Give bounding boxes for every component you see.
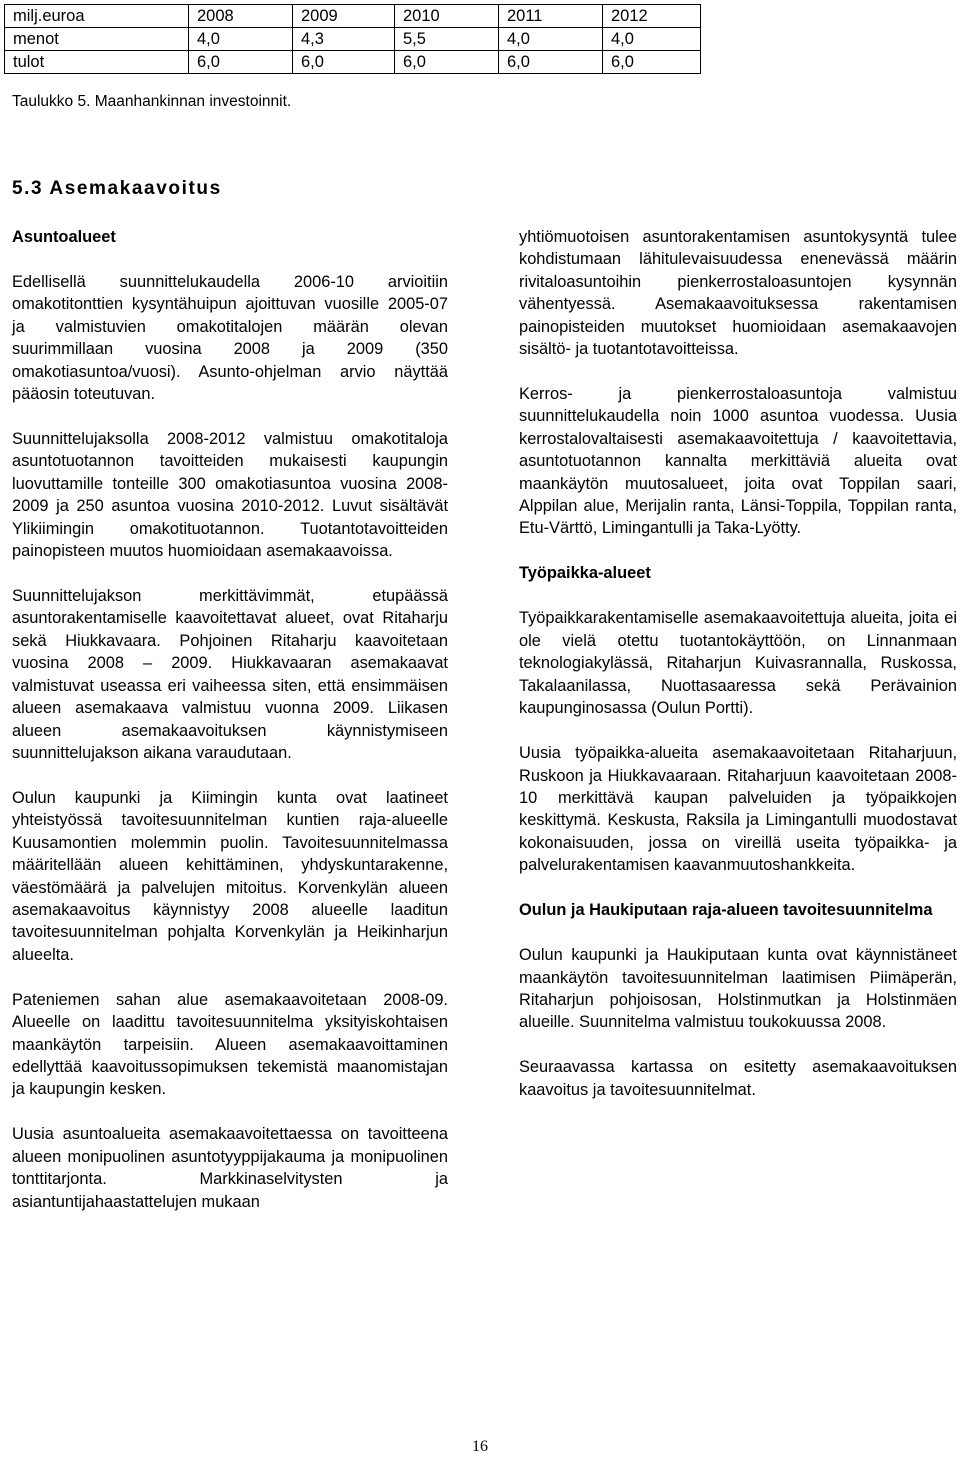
table-cell: 4,0 [499, 28, 603, 51]
table-cell: 4,0 [189, 28, 293, 51]
paragraph: Seuraavassa kartassa on esitetty asemakaavoituksen kaavoitus ja tavoitesuunnitelmat. [519, 1058, 957, 1099]
paragraph: Työpaikkarakentamiselle asemakaavoitettuja alueita, joita ei ole vielä otettu tuotantokäyttöön, on Linnanmaan teknologiakylässä, Ritaharjun Kuivasrannalla, Ruskossa, Takalaanilassa, Nuottasaaressa sekä Perävainion kaupunginosassa (Oulun Portti). [519, 609, 957, 718]
subheading-housing: Asuntoalueet [12, 228, 116, 246]
table-header-cell: 2012 [603, 5, 701, 28]
paragraph: Pateniemen sahan alue asemakaavoitetaan 2008-09. Alueelle on laadittu tavoitesuunnitelma yksityiskohtaisen maankäytön tarpeisiin. Alueen asemakaavoittaminen edellyttää kaavoitussopimuksen tekemistä maanomistajan ja kaupungin kesken. [12, 990, 448, 1099]
table-header-cell: 2011 [499, 5, 603, 28]
table-cell: tulot [5, 51, 189, 74]
table-row [5, 28, 701, 51]
table-header-cell: 2008 [189, 5, 293, 28]
page-number: 16 [472, 1438, 488, 1455]
table-header-cell: milj.euroa [5, 5, 189, 28]
right-column [519, 226, 957, 1101]
table-header-cell: 2009 [293, 5, 395, 28]
paragraph: Oulun kaupunki ja Haukiputaan kunta ovat käynnistäneet maankäytön tavoitesuunnitelman laatimisen Piimäperän, Ritaharjun pohjoisosan, Holstinmutkan ja Holstinmäen alueille. Suunnitelma valmistuu toukokuussa 2008. [519, 946, 957, 1032]
paragraph: Uusia työpaikka-alueita asemakaavoitetaan Ritaharjuun, Ruskoon ja Hiukkavaaraan. Ritaharjuun kaavoitetaan 2008-10 merkittävä kaupan palveluiden ja työpaikkojen keskittymä. Keskusta, Raksila ja Limingantulli muodostavat kokonaisuuden, jossa on vireillä useita työpaikka- ja palvelurakentamisen kaavanmuutoshankkeita. [519, 744, 957, 875]
paragraph: Edellisellä suunnittelukaudella 2006-10 arvioitiin omakotitonttien kysyntähuipun ajoittuvan vuosille 2005-07 ja valmistuvien omakotitalojen määrän olevan suurimmillaan vuosina 2008 ja 2009 (350 omakotiasuntoa/vuosi). Asunto-ohjelman arvio näyttää pääosin toteutuvan. [12, 273, 448, 404]
paragraph: Kerros- ja pienkerrostaloasuntoja valmistuu suunnittelukaudella noin 1000 asuntoa vuodessa. Uusia kerrostalovaltaisesti asemakaavoitettuja / kaavoitettavia, asuntotuotannon kannalta merkittäviä alueita ovat maankäytön muutosalueet, joita ovat Toppilan saari, Alppilan alue, Merijalin ranta, Länsi-Toppila, Toppilan ranta, Etu-Värttö, Limingantulli ja Taka-Lyötty. [519, 385, 957, 538]
table-cell: 4,3 [293, 28, 395, 51]
table-header-cell: 2010 [395, 5, 499, 28]
table-cell: 6,0 [499, 51, 603, 74]
table-header-row [5, 5, 701, 28]
table-cell: menot [5, 28, 189, 51]
section-heading: 5.3 Asemakaavoitus [12, 178, 222, 199]
table-cell: 6,0 [603, 51, 701, 74]
table-row [5, 51, 701, 74]
paragraph: Suunnittelujaksolla 2008-2012 valmistuu omakotitaloja asuntotuotannon tavoitteiden mukaisesti kaupungin luovuttamille tonteille 300 omakotiasuntoa vuosina 2008-2009 ja 250 asuntoa vuosina 2010-2012. Luvut sisältävät Ylikiimingin omakotituotannon. Tuotantotavoitteiden painopisteen muutos huomioidaan asemakaavoissa. [12, 430, 448, 561]
paragraph: yhtiömuotoisen asuntorakentamisen asuntokysyntä tulee kohdistumaan lähitulevaisuudessa enenevässä määrin rivitaloasuntoihin pienkerrostaloasuntojen kysynnän vähentyessä. Asemakaavoituksessa rakentamisen painopisteiden muutokset huomioidaan asemakaavojen sisältö- ja tuotantotavoitteissa. [519, 228, 957, 359]
paragraph: Suunnittelujakson merkittävimmät, etupäässä asuntorakentamiselle kaavoitettavat alueet, ovat Ritaharju sekä Hiukkavaara. Pohjoinen Ritaharju kaavoitetaan vuosina 2008 – 2009. Hiukkavaaran asemakaavat valmistuvat useassa eri vaiheessa siten, että ensimmäisen alueen asemakaava valmistuu vuonna 2009. Liikasen alueen asemakaavoituksen käynnistymiseen suunnittelujakson aikana varaudutaan. [12, 587, 448, 762]
table-cell: 6,0 [189, 51, 293, 74]
table-cell: 6,0 [395, 51, 499, 74]
subheading-haukiputaa: Oulun ja Haukiputaan raja-alueen tavoitesuunnitelma [519, 901, 933, 920]
table-cell: 5,5 [395, 28, 499, 51]
table-cell: 6,0 [293, 51, 395, 74]
left-column [12, 226, 448, 1213]
paragraph: Oulun kaupunki ja Kiimingin kunta ovat laatineet yhteistyössä tavoitesuunnitelman kuntien raja-alueelle Kuusamontien molemmin puolin. Tavoitesuunnitelmassa määritellään alueen kehittäminen, yhdyskuntarakenne, väestömäärä ja palvelujen mitoitus. Korvenkylän alueen asemakaavoitus käynnistyy 2008 alueelle laaditun tavoitesuunnitelman pohjalta Korvenkylän ja Heikinharjun alueelta. [12, 788, 448, 964]
table-caption: Taulukko 5. Maanhankinnan investoinnit. [12, 93, 292, 110]
subheading-work-areas: Työpaikka-alueet [519, 564, 651, 583]
paragraph: Uusia asuntoalueita asemakaavoitettaessa on tavoitteena alueen monipuolinen asuntotyyppijakauma ja monipuolinen tonttitarjonta. Markkinaselvitysten ja asiantuntijahaastattelujen mukaan [12, 1125, 448, 1211]
table-cell: 4,0 [603, 28, 701, 51]
investment-table [4, 4, 701, 74]
